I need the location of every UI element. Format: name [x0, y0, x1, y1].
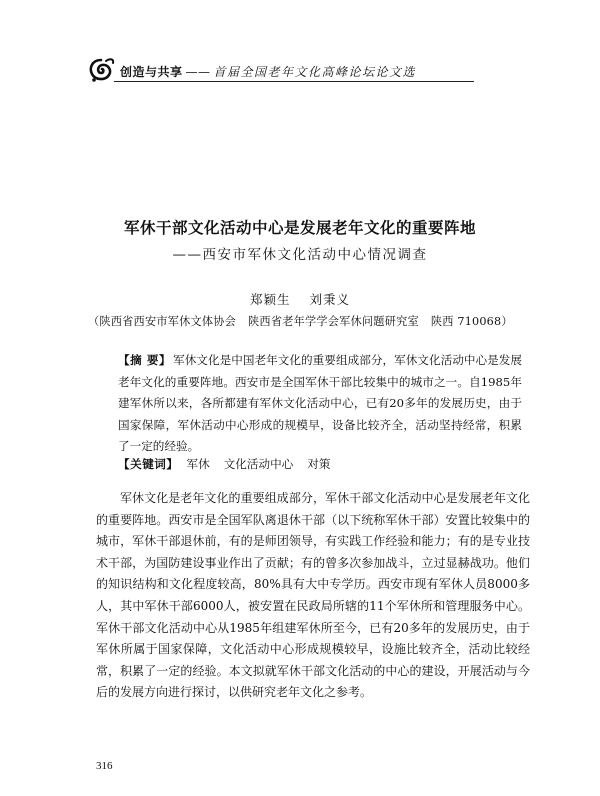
article-subtitle: ——西安市军休文化活动中心情况调查: [172, 247, 428, 263]
keyword-item: 军休: [186, 457, 210, 471]
keywords-label: 【关键词】: [118, 457, 179, 471]
header-rule: [114, 81, 474, 82]
affiliation-part-3: 陕西 710068）: [430, 315, 513, 328]
abstract-text: 军休文化是中国老年文化的重要组成部分，军休文化活动中心是发展老年文化的重要阵地。西安市是全国军休干部比较集中的城市之一。自1985年建军休所以来，各所都建有军休文化活动中心，已有20多年的发展历史，由于国家保障，军休活动中心形成的规模早，设备比较齐全，活动坚持经常，积累了一定的经验。: [118, 353, 522, 453]
article-authors: 郑颖生 刘秉义: [250, 292, 350, 307]
header-text: [120, 63, 416, 80]
keywords: [118, 454, 522, 475]
affiliation-part-2: 陕西省老年学学会军休问题研究室: [248, 315, 419, 328]
article-title: 军休干部文化活动中心是发展老年文化的重要阵地: [123, 218, 476, 237]
book-title: 创造与共享: [120, 65, 183, 79]
header-separator: ——: [185, 65, 211, 79]
keyword-item: 对策: [307, 457, 331, 471]
author-affiliation: [88, 313, 548, 329]
keyword-item: 文化活动中心: [223, 457, 294, 471]
abstract-label: 【摘 要】: [118, 353, 172, 367]
abstract: [118, 350, 522, 458]
swirl-logo-icon: [86, 56, 116, 84]
page-number: 316: [96, 760, 113, 772]
series-title: 首届全国老年文化高峰论坛论文选: [213, 65, 417, 79]
running-header: [86, 56, 526, 84]
body-paragraph: 军休文化是老年文化的重要组成部分，军休干部文化活动中心是发展老年文化的重要阵地。西安市是全国军队离退休干部（以下统称军休干部）安置比较集中的城市，军休干部退休前，有的是师团领导，有实践工作经验和能力；有的是专业技术干部，为国防建设事业作出了贡献；有的曾多次参加战斗，立过显赫战功。他们的知识结构和文化程度较高，80%具有大中专学历。西安市现有军休人员8000多人，其中军休干部6000人，被安置在民政局所辖的11个军休所和管理服务中心。军休干部文化活动中心从1985年组建军休所至今，已有20多年的发展历史，由于军休所属于国家保障，文化活动中心形成规模较早，设施比较齐全，活动比较经常，积累了一定的经验。本文拟就军休干部文化活动的中心的建设，开展活动与今后的发展方向进行探讨，以供研究老年文化之参考。: [96, 491, 530, 700]
affiliation-part-1: （陕西省西安市军休文体协会: [88, 315, 237, 328]
